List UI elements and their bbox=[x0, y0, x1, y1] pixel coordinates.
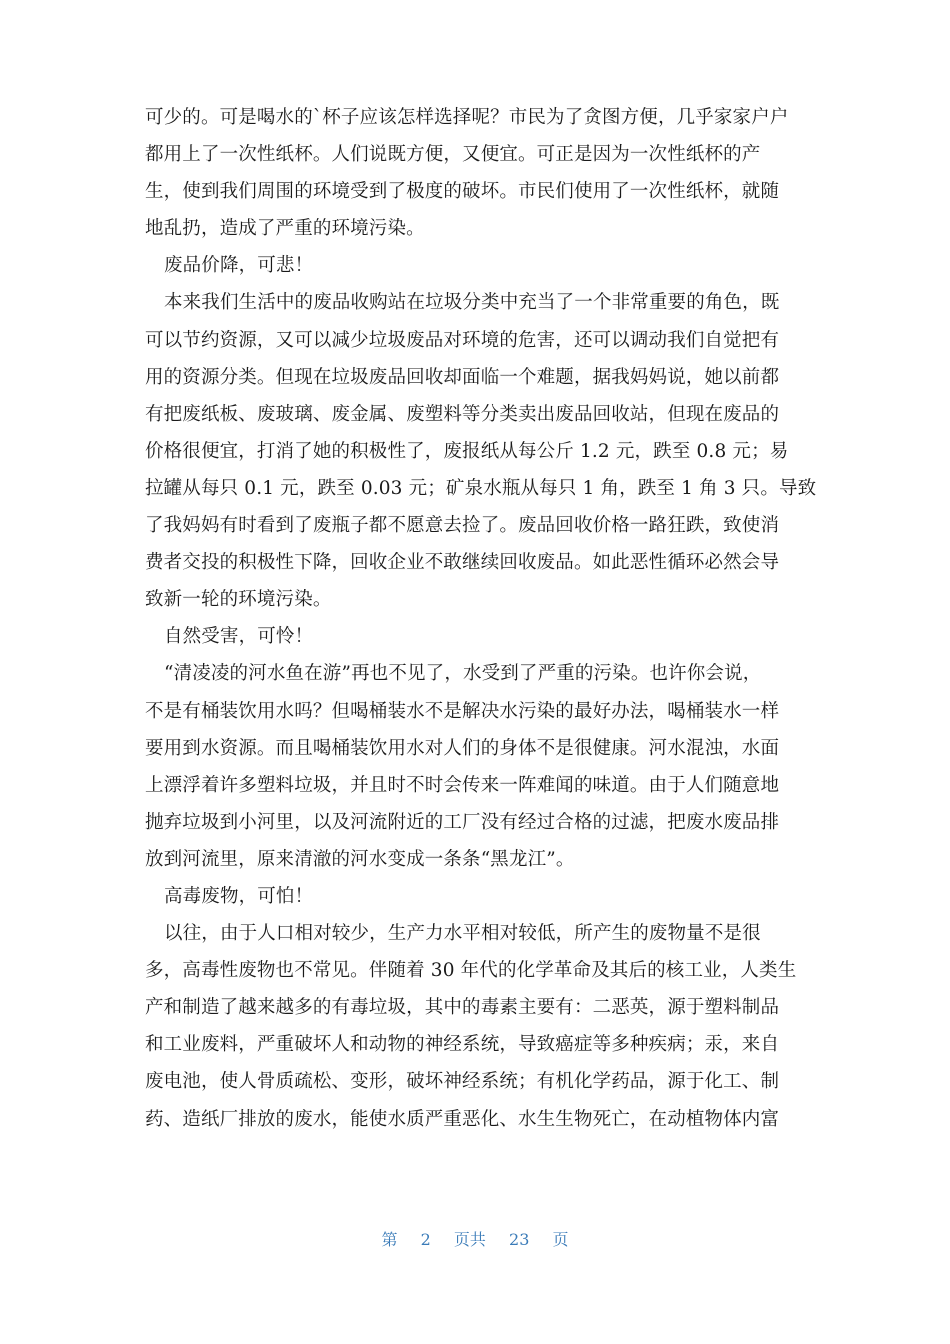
text-line: 上漂浮着许多塑料垃圾，并且时不时会传来一阵难闻的味道。由于人们随意地 bbox=[145, 774, 780, 796]
text-line: “清凌凌的河水鱼在游”再也不见了，水受到了严重的污染。也许你会说， bbox=[164, 663, 762, 685]
text-line: 价格很便宜，打消了她的积极性了，废报纸从每公斤 1.2 元，跌至 0.8 元；易 bbox=[145, 440, 789, 462]
text-line: 以往，由于人口相对较少，生产力水平相对较低，所产生的废物量不是很 bbox=[164, 923, 761, 945]
text-line: 抛弃垃圾到小河里，以及河流附近的工厂没有经过合格的过滤，把废水废品排 bbox=[145, 811, 780, 833]
section-heading: 自然受害，可怜！ bbox=[164, 626, 314, 648]
text-line: 不是有桶装饮用水吗？但喝桶装水不是解决水污染的最好办法，喝桶装水一样 bbox=[145, 700, 780, 722]
footer-prefix: 第 bbox=[381, 1230, 398, 1249]
footer-suffix: 页 bbox=[552, 1230, 569, 1249]
page-footer bbox=[0, 1227, 950, 1250]
text-line: 要用到水资源。而且喝桶装饮用水对人们的身体不是很健康。河水混浊，水面 bbox=[145, 737, 780, 759]
text-line: 了我妈妈有时看到了废瓶子都不愿意去捡了。废品回收价格一路狂跌，致使消 bbox=[145, 515, 780, 537]
text-line: 可少的。可是喝水的`杯子应该怎样选择呢？市民为了贪图方便，几乎家家户户 bbox=[145, 107, 789, 128]
text-line: 生，使到我们周围的环境受到了极度的破坏。市民们使用了一次性纸杯，就随 bbox=[145, 181, 780, 203]
text-line: 产和制造了越来越多的有毒垃圾，其中的毒素主要有：二恶英，源于塑料制品 bbox=[145, 997, 780, 1019]
section-heading: 高毒废物，可怕！ bbox=[164, 885, 314, 907]
footer-middle: 页共 bbox=[453, 1230, 486, 1249]
text-line: 用的资源分类。但现在垃圾废品回收却面临一个难题，据我妈妈说，她以前都 bbox=[145, 366, 780, 388]
text-line: 和工业废料，严重破坏人和动物的神经系统，导致癌症等多种疾病；汞，来自 bbox=[145, 1034, 780, 1056]
section-heading: 废品价降，可悲！ bbox=[164, 255, 314, 277]
text-line: 可以节约资源，又可以减少垃圾废品对环境的危害，还可以调动我们自觉把有 bbox=[145, 329, 780, 351]
text-line: 地乱扔，造成了严重的环境污染。 bbox=[145, 218, 425, 240]
text-line: 废电池，使人骨质疏松、变形，破坏神经系统；有机化学药品，源于化工、制 bbox=[145, 1071, 780, 1093]
text-line: 拉罐从每只 0.1 元，跌至 0.03 元；矿泉水瓶从每只 1 角，跌至 1 角 3 只。导致 bbox=[145, 477, 817, 499]
current-page-number: 2 bbox=[420, 1230, 431, 1249]
text-line: 费者交投的积极性下降，回收企业不敢继续回收废品。如此恶性循环必然会导 bbox=[145, 552, 780, 574]
text-line: 都用上了一次性纸杯。人们说既方便，又便宜。可正是因为一次性纸杯的产 bbox=[145, 144, 761, 166]
body-text bbox=[145, 99, 817, 1138]
text-line: 致新一轮的环境污染。 bbox=[145, 589, 332, 611]
text-line: 药、造纸厂排放的废水，能使水质严重恶化、水生生物死亡，在动植物体内富 bbox=[145, 1108, 780, 1130]
total-pages-number: 23 bbox=[509, 1230, 530, 1249]
text-line: 多，高毒性废物也不常见。伴随着 30 年代的化学革命及其后的核工业，人类生 bbox=[145, 960, 797, 982]
text-line: 本来我们生活中的废品收购站在垃圾分类中充当了一个非常重要的角色，既 bbox=[164, 292, 780, 314]
text-line: 放到河流里，原来清澈的河水变成一条条“黑龙江”。 bbox=[145, 848, 575, 870]
text-line: 有把废纸板、废玻璃、废金属、废塑料等分类卖出废品回收站，但现在废品的 bbox=[145, 403, 780, 425]
